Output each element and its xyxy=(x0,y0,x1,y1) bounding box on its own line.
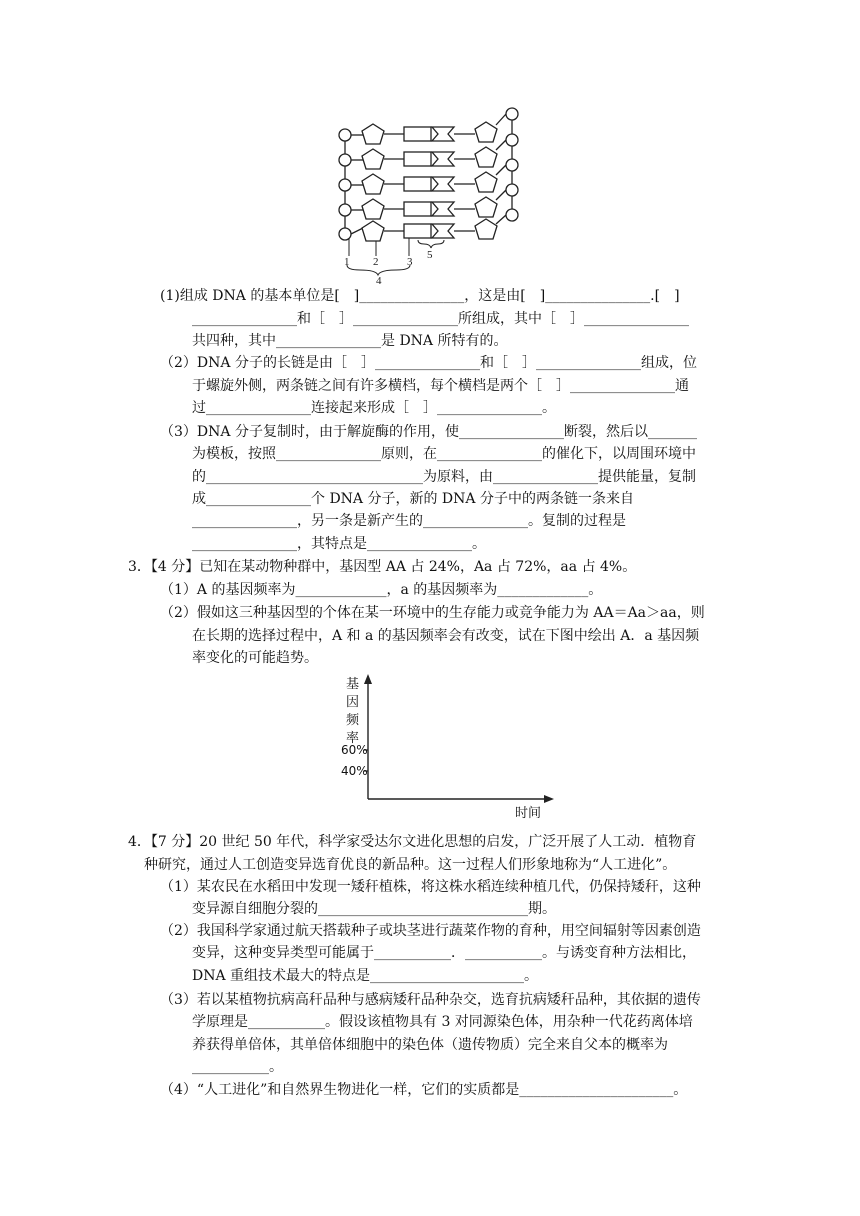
q4-part2-line3: DNA 重组技术最大的特点是______________________。 xyxy=(192,968,539,984)
dna-q3-line2: 为模板，按照_______________原则，在_______________的催化下，以周围环境中 xyxy=(192,446,696,462)
dna-q3-line4: 成_______________个 DNA 分子，新的 DNA 分子中的两条链一条来自 xyxy=(192,491,634,507)
dna-label-5: 5 xyxy=(427,249,433,261)
q4-part3-line1: （3）若以某植物抗病高秆品种与感病矮秆品种杂交，选育抗病矮秆品种，其依据的遗传 xyxy=(160,992,701,1008)
dna-label-1: 1 xyxy=(344,256,350,268)
q4-heading-line2: 种研究，通过人工创造变异选育优良的新品种。这一过程人们形象地称为“人工进化”。 xyxy=(144,857,677,873)
dna-q2-line2: 于螺旋外侧，两条链之间有许多横档，每个横档是两个［ ］_______________通 xyxy=(192,378,689,394)
q4-part3-line4: ___________。 xyxy=(192,1059,283,1075)
y-axis-label-char: 因 xyxy=(346,695,360,710)
dna-label-3: 3 xyxy=(407,256,413,268)
q4-part3-line3: 养获得单倍体，其单倍体细胞中的染色体（遗传物质）完全来自父本的概率为 xyxy=(192,1037,668,1053)
dna-q2-line1: （2）DNA 分子的长链是由［ ］_______________和［ ］_______________组成，位 xyxy=(160,355,697,371)
q3-part1: （1）A 的基因频率为_____________，a 的基因频率为_____________。 xyxy=(160,582,603,598)
dna-q3-line1: （3）DNA 分子复制时，由于解旋酶的作用，使_______________断裂，然后以_______ xyxy=(160,424,697,440)
q4-part1-line2: 变异源自细胞分裂的______________________________期。 xyxy=(192,901,556,917)
y-tick-label: 60% xyxy=(341,743,368,757)
x-axis-arrow xyxy=(544,795,554,803)
q3-part2-line2: 在长期的选择过程中，A 和 a 的基因频率会有改变，试在下图中绘出 A．a 基因频 xyxy=(192,628,700,644)
dna-q3-line6: _______________，其特点是_______________。 xyxy=(192,536,486,552)
q4-part4: （4）“人工进化”和自然界生物进化一样，它们的实质都是______________________。 xyxy=(160,1082,688,1098)
q4-part2-line2: 变异，这种变异类型可能属于___________．___________。与诱变育种方法相比， xyxy=(192,945,696,961)
dna-q1-line2: _______________和［ ］_______________所组成，其中［ ］_______________ xyxy=(192,311,689,327)
q4-heading-line1: 4．【7 分】20 世纪 50 年代，科学家受达尔文进化思想的启发，广泛开展了人工动．植物育 xyxy=(128,834,697,850)
gene-frequency-chart xyxy=(330,672,560,822)
x-axis-label: 时间 xyxy=(515,806,542,821)
q3-heading: 3．【4 分】已知在某动物种群中，基因型 AA 占 24%，Aa 占 72%，aa 占 4%。 xyxy=(128,559,637,575)
q4-part1-line1: （1）某农民在水稻田中发现一矮秆植株，将这株水稻连续种植几代，仍保持矮秆，这种 xyxy=(160,879,701,895)
y-axis-label-char: 率 xyxy=(346,731,360,746)
y-axis-arrow xyxy=(364,674,372,684)
dna-q1-line1: (1)组成 DNA 的基本单位是[ ]_______________，这是由[ ]_______________.[ ] xyxy=(160,288,680,304)
q3-part2-line1: （2）假如这三种基因型的个体在某一环境中的生存能力或竞争能力为 AA＝Aa＞aa，则 xyxy=(160,605,705,621)
dna-label-4: 4 xyxy=(376,275,382,286)
q3-part2-line3: 率变化的可能趋势。 xyxy=(192,650,318,666)
dna-q1-line3: 共四种，其中_______________是 DNA 所特有的。 xyxy=(192,333,508,349)
y-axis-label-char: 基 xyxy=(346,677,360,692)
dna-structure-figure xyxy=(330,100,530,286)
q4-part3-line2: 学原理是___________。假设该植物具有 3 对同源染色体，用杂种一代花药离体培 xyxy=(192,1014,693,1030)
q4-part2-line1: （2）我国科学家通过航天搭载种子或块茎进行蔬菜作物的育种，用空间辐射等因素创造 xyxy=(160,923,701,939)
y-tick-label: 40% xyxy=(341,764,368,778)
dna-q3-line5: _______________，另一条是新产生的_______________。复制的过程是 xyxy=(192,513,626,529)
dna-q2-line3: 过_______________连接起来形成［ ］_______________。 xyxy=(192,400,556,416)
y-axis-label-char: 频 xyxy=(346,713,360,728)
dna-q3-line3: 的_______________________________为原料，由_______________提供能量，复制 xyxy=(192,469,696,485)
dna-label-2: 2 xyxy=(373,256,379,268)
